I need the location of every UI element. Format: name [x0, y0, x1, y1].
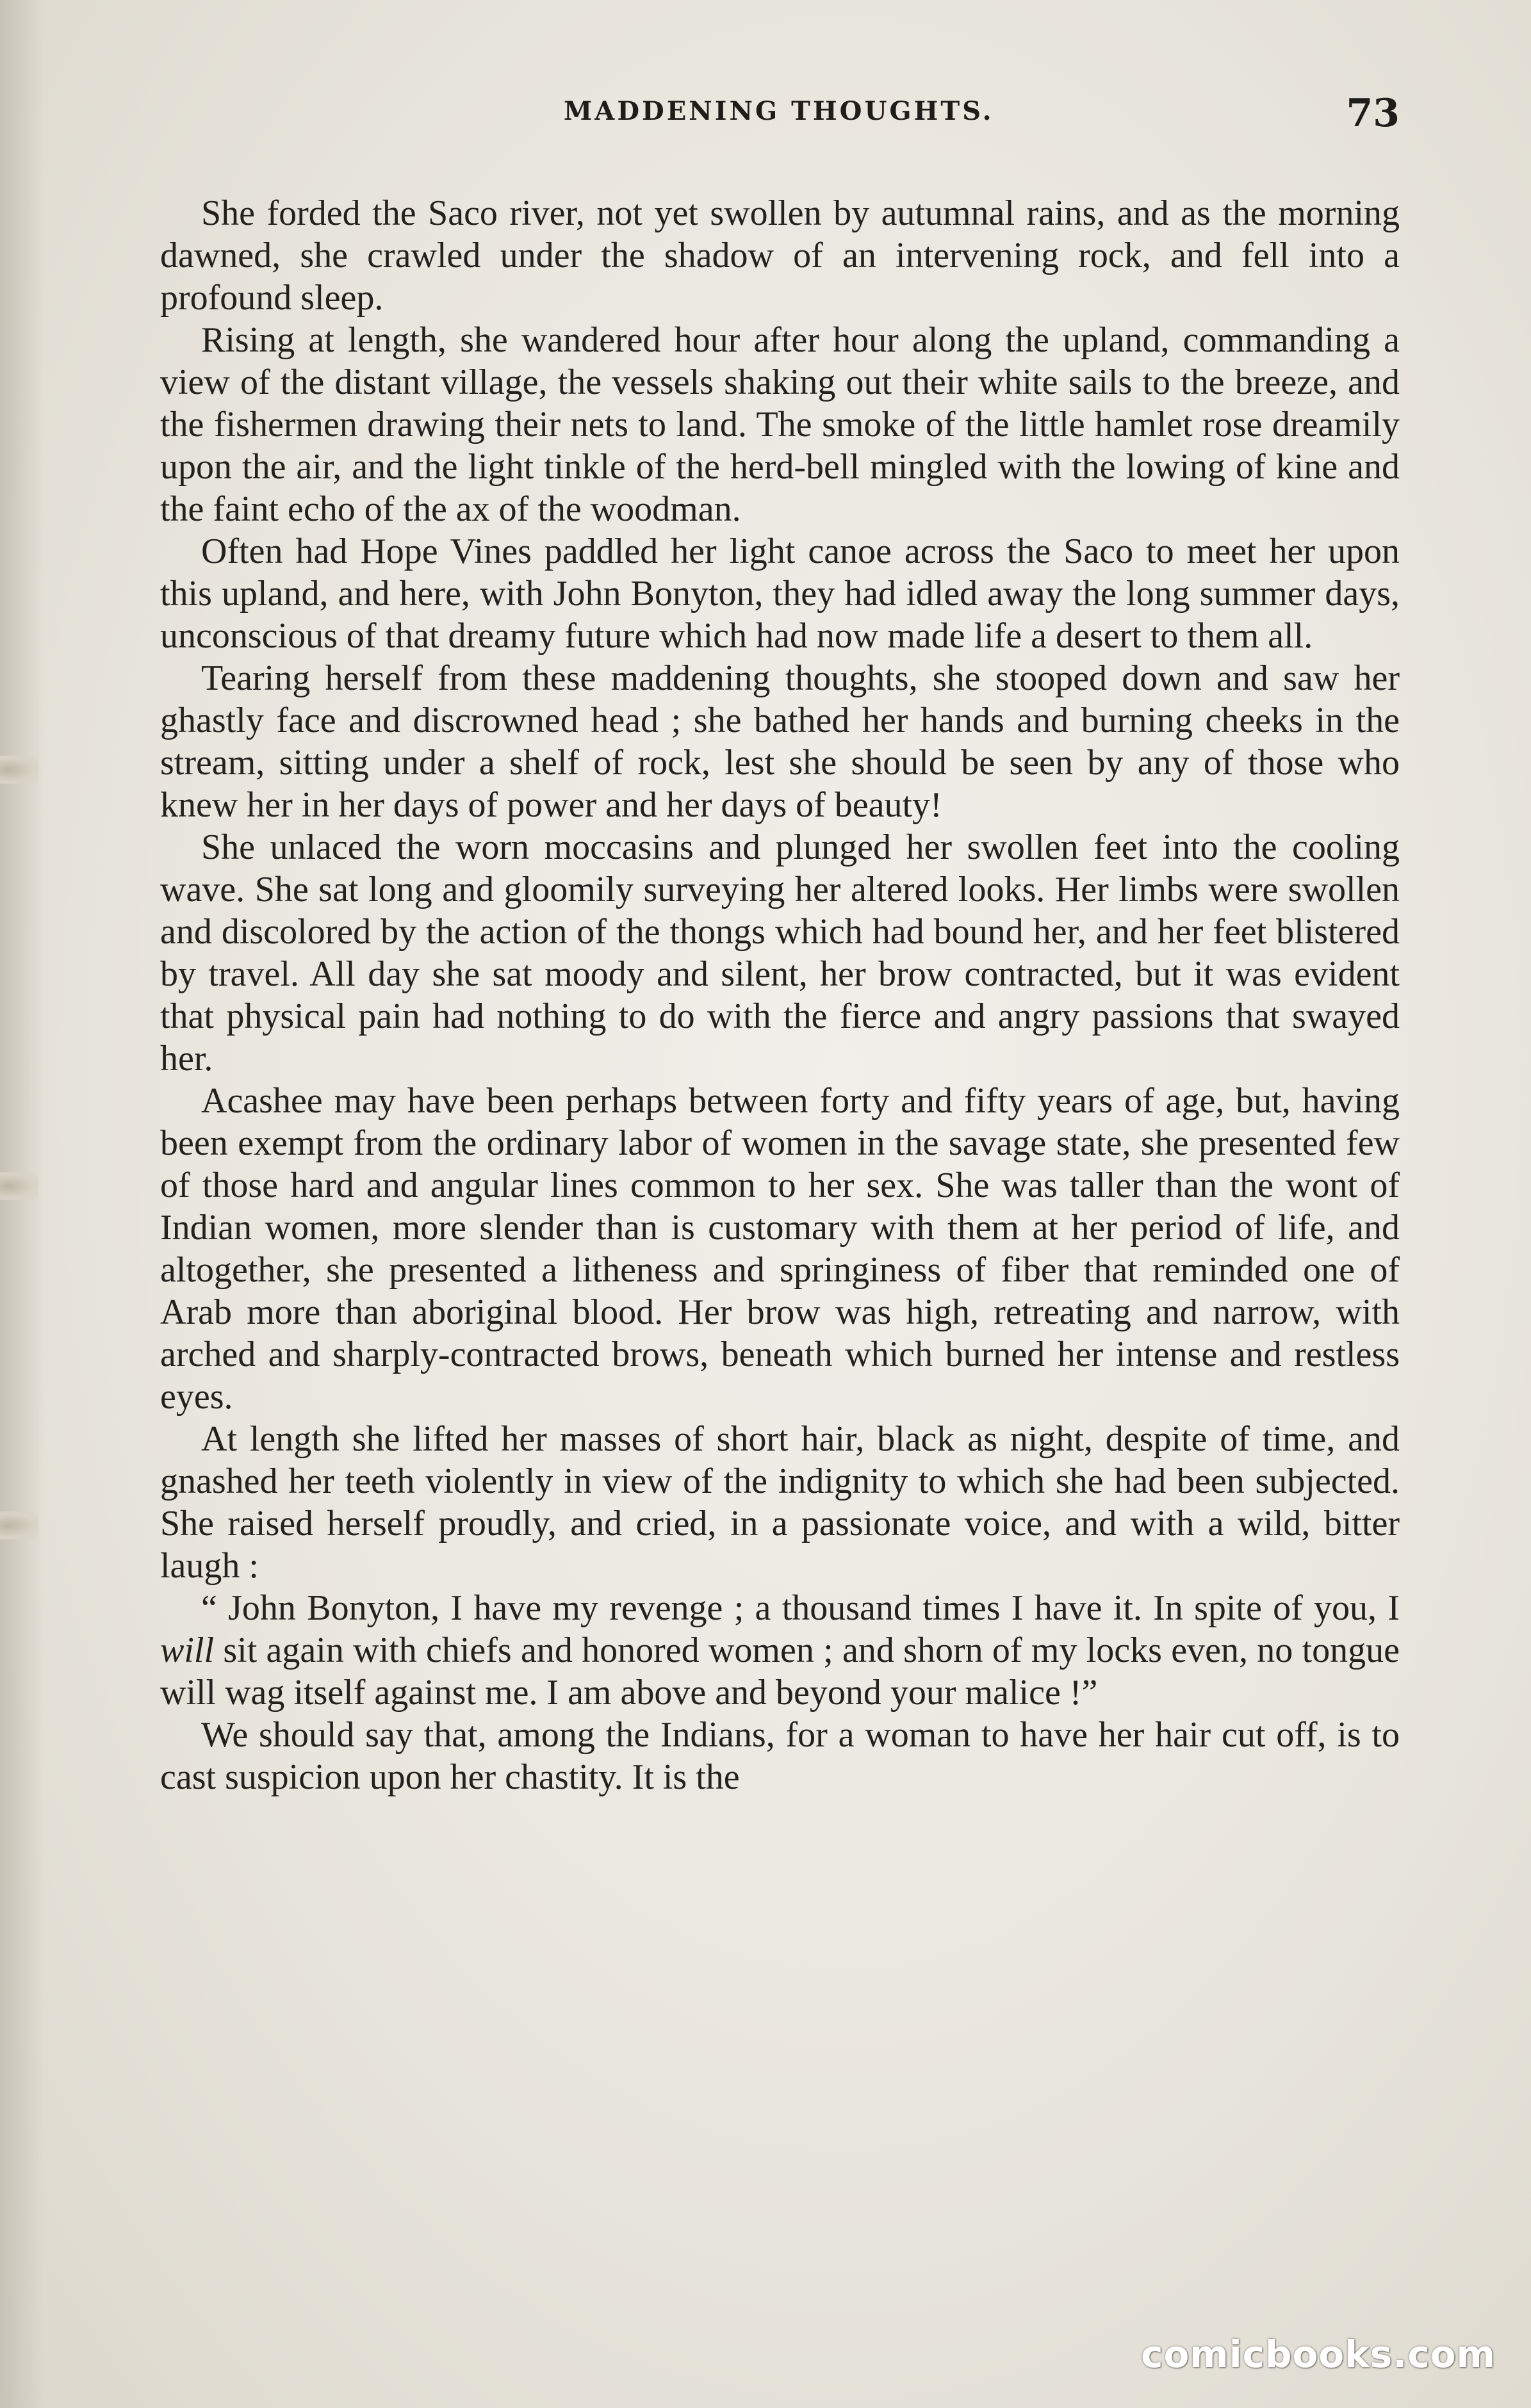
page-header: [160, 91, 1400, 147]
paragraph: Tearing herself from these maddening thoughts, she stooped down and saw her ghastly face and discrowned head ; she bathed her hands and burning cheeks in the stream, sitting under a shelf of rock, lest she should be seen by any of those who knew her in her days of power and her days of beauty!: [160, 658, 1400, 825]
binding-stitch-mark: [0, 1511, 38, 1540]
spine-shadow: [0, 0, 45, 2408]
paragraph: She unlaced the worn moccasins and plunged her swollen feet into the cooling wave. She sat long and gloomily surveying her altered looks. Her limbs were swollen and discolored by the action of the thongs which had bound her, and her feet blistered by travel. All day she sat moody and silent, her brow contracted, but it was evident that physical pain had nothing to do with the fierce and angry passions that swayed her.: [160, 827, 1400, 1078]
paragraph: At length she lifted her masses of short hair, black as night, despite of time, and gnashed her teeth violently in view of the indignity to which she had been subjected. She raised herself proudly, and cried, in a passionate voice, and with a wild, bitter laugh :: [160, 1419, 1400, 1586]
paragraph: We should say that, among the Indians, for a woman to have her hair cut off, is to cast suspicion upon her chastity. It is the: [160, 1715, 1400, 1797]
paragraph: Acashee may have been perhaps between forty and fifty years of age, but, having been exempt from the ordinary labor of women in the savage state, she presented few of those hard and angular lines common to her sex. She was taller than the wont of Indian women, more slender than is customary with them at her period of life, and altogether, she presented a litheness and springiness of fiber that reminded one of Arab more than aboriginal blood. Her brow was high, retreating and narrow, with arched and sharply-contracted brows, beneath which burned her intense and restless eyes.: [160, 1081, 1400, 1417]
running-head: MADDENING THOUGHTS.: [564, 96, 994, 126]
quoted-speech: [160, 1587, 1400, 1714]
page-number: 73: [1346, 91, 1400, 136]
watermark: comicbooks.com: [1141, 2332, 1496, 2376]
quote-emphasis: will: [160, 1631, 215, 1670]
quote-text: sit again with chiefs and honored women ; and shorn of my locks even, no tongue will wag itself against me. I am above and beyond your malice !”: [160, 1631, 1400, 1712]
binding-stitch-mark: [0, 756, 38, 784]
paragraph: Often had Hope Vines paddled her light canoe across the Saco to meet her upon this upland, and here, with John Bonyton, they had idled away the long summer days, unconscious of that dreamy future which had now made life a desert to them all.: [160, 532, 1400, 656]
body-text: [160, 192, 1400, 2293]
paragraph: Rising at length, she wandered hour after hour along the upland, commanding a view of the distant village, the vessels shaking out their white sails to the breeze, and the fishermen drawing their nets to land. The smoke of the little hamlet rose dreamily upon the air, and the light tinkle of the herd-bell mingled with the lowing of kine and the faint echo of the ax of the woodman.: [160, 320, 1400, 529]
quote-text: “ John Bonyton, I have my revenge ; a thousand times I have it. In spite of you, I: [201, 1588, 1400, 1628]
paragraph: She forded the Saco river, not yet swollen by autumnal rains, and as the morning dawned, she crawled under the shadow of an intervening rock, and fell into a profound sleep.: [160, 193, 1400, 318]
binding-stitch-mark: [0, 1172, 38, 1200]
